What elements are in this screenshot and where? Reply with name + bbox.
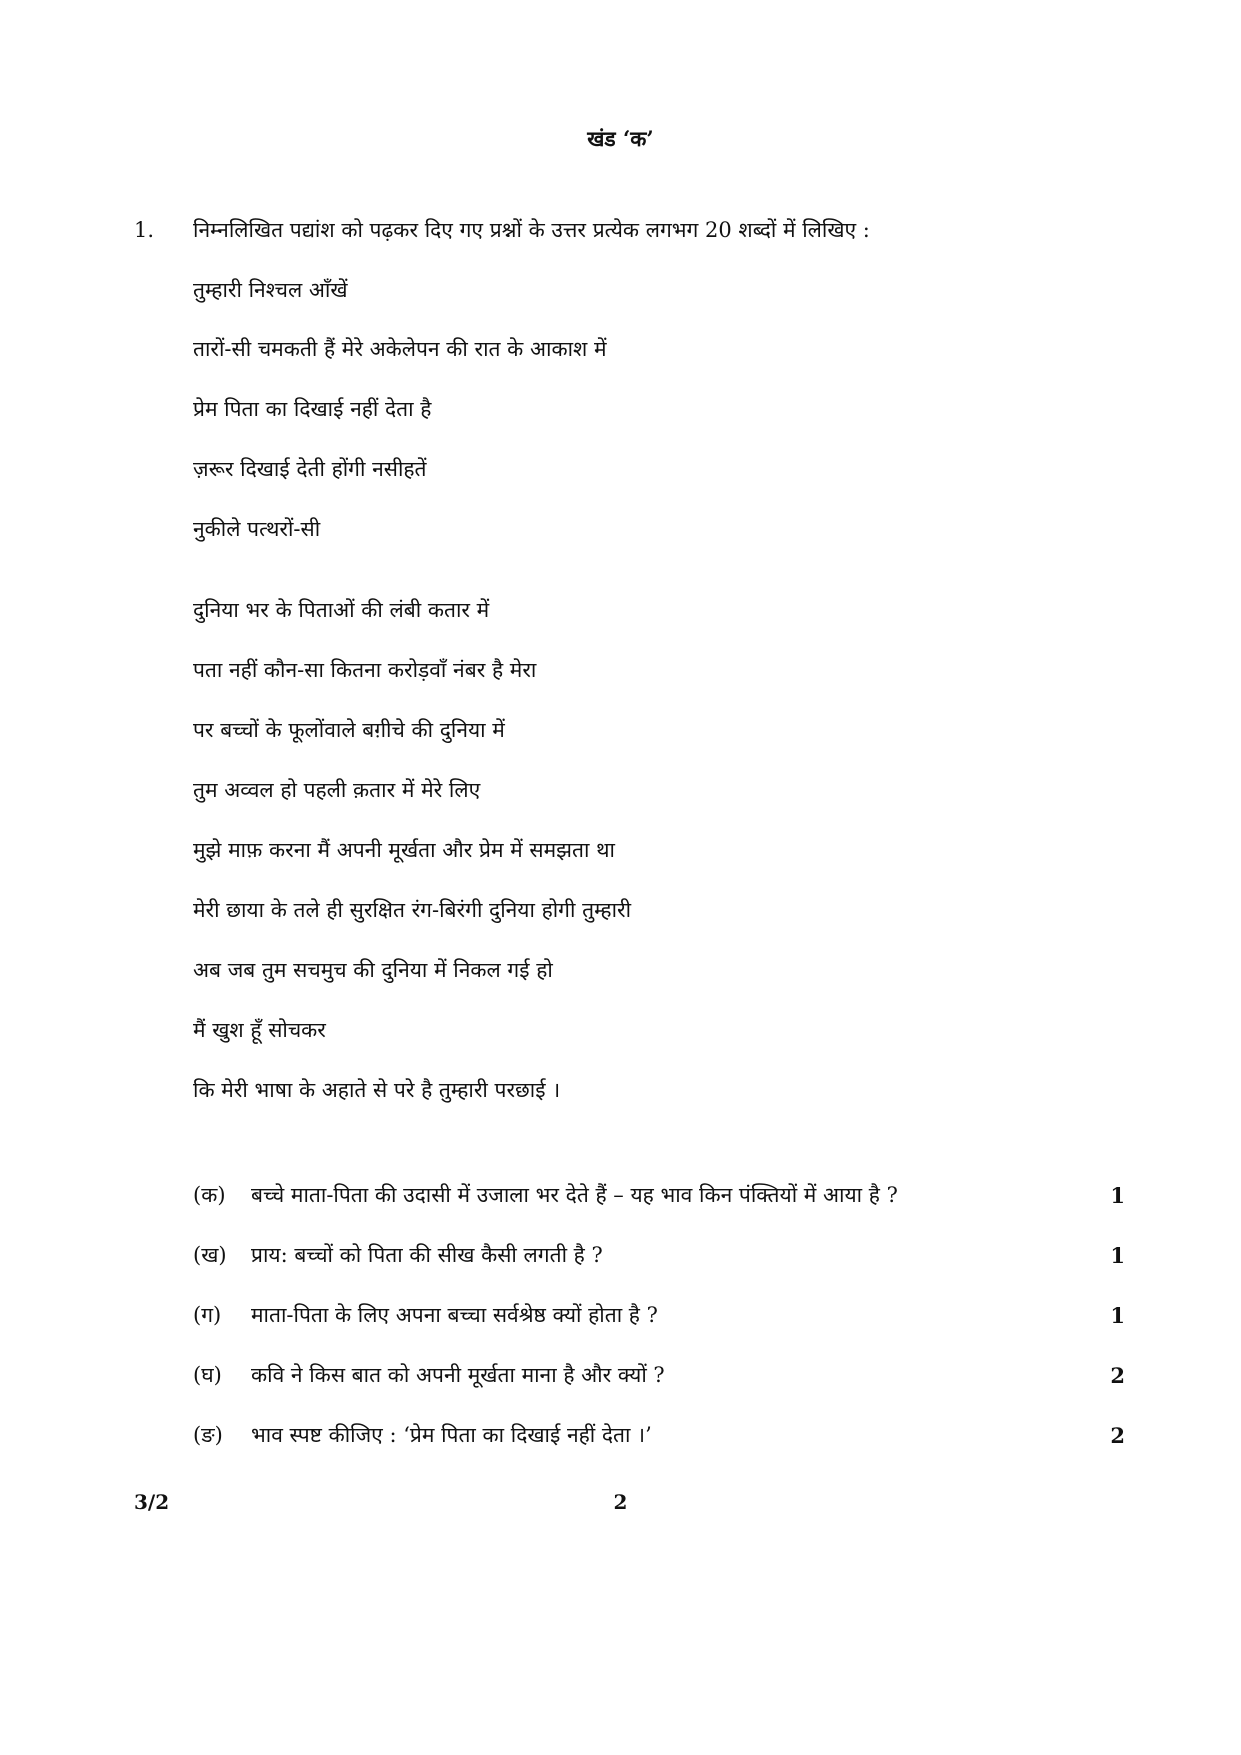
sub-question-label: (घ) [193,1363,222,1387]
sub-question-marks: 2 [1110,1423,1125,1448]
sub-question-text: बच्चे माता-पिता की उदासी में उजाला भर देते हैं – यह भाव किन पंक्तियों में आया है ? [251,1183,898,1207]
sub-question [193,1301,658,1329]
sub-question [193,1241,603,1269]
poem-line: नुकीले पत्थरों-सी [193,517,321,541]
sub-question-marks: 1 [1110,1183,1125,1208]
sub-question-label: (ग) [193,1303,222,1327]
poem-line: अब जब तुम सचमुच की दुनिया में निकल गई हो [193,958,553,982]
paper-code: 3/2 [134,1490,170,1514]
page-number: 2 [613,1490,628,1514]
question-number: 1. [134,218,155,242]
question-instruction: निम्नलिखित पद्यांश को पढ़कर दिए गए प्रश्नों के उत्तर प्रत्येक लगभग 20 शब्दों में लिखिए : [193,218,870,242]
sub-question-label: (ङ) [193,1423,223,1447]
sub-question-text: कवि ने किस बात को अपनी मूर्खता माना है और क्यों ? [251,1363,665,1387]
poem-line: पर बच्चों के फूलोंवाले बग़ीचे की दुनिया में [193,718,505,742]
poem-line: प्रेम पिता का दिखाई नहीं देता है [193,397,432,421]
sub-question-marks: 1 [1110,1243,1125,1268]
poem-line: पता नहीं कौन-सा कितना करोड़वाँ नंबर है मेरा [193,658,537,682]
poem-line: ज़रूर दिखाई देती होंगी नसीहतें [193,457,427,481]
poem-line: कि मेरी भाषा के अहाते से परे है तुम्हारी परछाई । [193,1078,561,1102]
sub-question-marks: 2 [1110,1363,1125,1388]
poem-line: तारों-सी चमकती हैं मेरे अकेलेपन की रात के आकाश में [193,337,607,361]
poem-line: दुनिया भर के पिताओं की लंबी कतार में [193,598,490,622]
sub-question-text: प्राय: बच्चों को पिता की सीख कैसी लगती है ? [251,1243,603,1267]
sub-question [193,1421,652,1449]
sub-question-label: (ख) [193,1243,227,1267]
poem-line: मेरी छाया के तले ही सुरक्षित रंग-बिरंगी दुनिया होगी तुम्हारी [193,898,632,922]
sub-question-text: भाव स्पष्ट कीजिए : ‘प्रेम पिता का दिखाई नहीं देता ।’ [251,1423,652,1447]
section-title: खंड ‘क’ [587,126,654,151]
sub-question-label: (क) [193,1183,226,1207]
sub-question-text: माता-पिता के लिए अपना बच्चा सर्वश्रेष्ठ क्यों होता है ? [251,1303,658,1327]
sub-question-marks: 1 [1110,1303,1125,1328]
poem-line: तुम अव्वल हो पहली क़तार में मेरे लिए [193,778,481,802]
poem-line: तुम्हारी निश्चल आँखें [193,278,348,302]
sub-question [193,1361,665,1389]
sub-question [193,1181,898,1209]
poem-line: मैं खुश हूँ सोचकर [193,1018,326,1042]
poem-line: मुझे माफ़ करना मैं अपनी मूर्खता और प्रेम में समझता था [193,838,615,862]
